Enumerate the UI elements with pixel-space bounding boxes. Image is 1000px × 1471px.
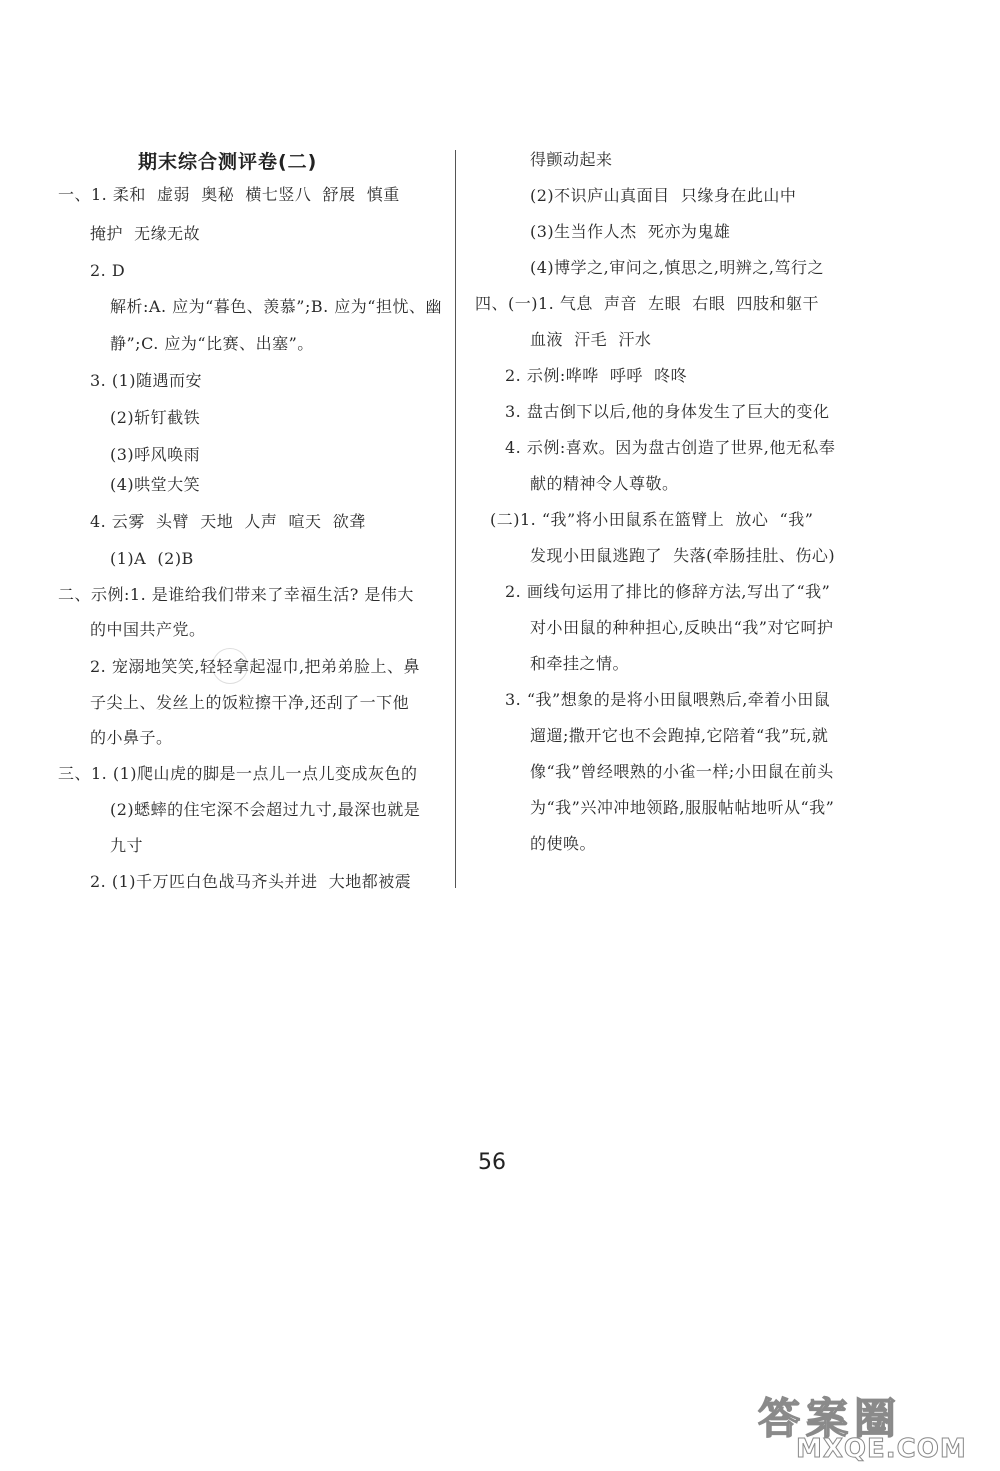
left-line-14: 2. 宠溺地笑笑,轻轻拿起湿巾,把弟弟脸上、鼻 — [90, 657, 421, 676]
right-line-1: 得颤动起来 — [530, 150, 613, 169]
watermark-en: MXQE.COM — [796, 1434, 967, 1464]
left-line-7: (2)斩钉截铁 — [110, 408, 201, 427]
left-line-19: 九寸 — [110, 836, 144, 855]
right-line-2: (2)不识庐山真面目 只缘身在此山中 — [530, 186, 797, 205]
right-line-17: 遛遛;撒开它也不会跑掉,它陪着“我”玩,就 — [530, 726, 829, 745]
right-line-20: 的使唤。 — [530, 834, 597, 853]
right-line-5: 四、(一)1. 气息 声音 左眼 右眼 四肢和躯干 — [475, 294, 820, 313]
right-line-16: 3. “我”想象的是将小田鼠喂熟后,牵着小田鼠 — [505, 690, 831, 709]
right-line-7: 2. 示例:哗哗 呼呼 咚咚 — [505, 366, 688, 385]
right-line-10: 献的精神令人尊敬。 — [530, 474, 679, 493]
column-divider — [455, 150, 456, 888]
left-line-4: 解析:A. 应为“暮色、羡慕”;B. 应为“担忧、幽 — [110, 297, 442, 316]
right-line-9: 4. 示例:喜欢。因为盘古创造了世界,他无私奉 — [505, 438, 836, 457]
right-line-13: 2. 画线句运用了排比的修辞方法,写出了“我” — [505, 582, 831, 601]
right-line-4: (4)博学之,审问之,慎思之,明辨之,笃行之 — [530, 258, 825, 277]
left-line-3: 2. D — [90, 261, 126, 280]
left-line-18: (2)蟋蟀的住宅深不会超过九寸,最深也就是 — [110, 800, 421, 819]
right-line-15: 和牵挂之情。 — [530, 654, 630, 673]
page-number: 56 — [478, 1150, 506, 1175]
left-line-5: 静”;C. 应为“比赛、出塞”。 — [110, 334, 314, 353]
left-line-6: 3. (1)随遇而安 — [90, 371, 203, 390]
left-line-9: (4)哄堂大笑 — [110, 475, 201, 494]
left-line-13: 的中国共产党。 — [90, 620, 206, 639]
right-line-18: 像“我”曾经喂熟的小雀一样;小田鼠在前头 — [530, 762, 834, 781]
watermark-cn: 答案圈 — [758, 1394, 903, 1443]
left-line-11: (1)A (2)B — [110, 549, 194, 568]
right-line-3: (3)生当作人杰 死亦为鬼雄 — [530, 222, 731, 241]
left-line-10: 4. 云雾 头臂 天地 人声 喧天 欲聋 — [90, 512, 366, 531]
right-line-11: (二)1. “我”将小田鼠系在篮臂上 放心 “我” — [490, 510, 814, 529]
left-line-20: 2. (1)千万匹白色战马齐头并进 大地都被震 — [90, 872, 412, 891]
page-title: 期末综合测评卷(二) — [138, 151, 318, 173]
watermark-logo — [758, 1386, 994, 1466]
right-line-6: 血液 汗毛 汗水 — [530, 330, 652, 349]
right-line-19: 为“我”兴冲冲地领路,服服帖帖地听从“我” — [530, 798, 835, 817]
right-line-12: 发现小田鼠逃跑了 失落(牵肠挂肚、伤心) — [530, 546, 836, 565]
left-line-16: 的小鼻子。 — [90, 728, 173, 747]
left-line-2: 掩护 无缘无故 — [90, 224, 201, 243]
left-line-17: 三、1. (1)爬山虎的脚是一点儿一点儿变成灰色的 — [58, 764, 418, 783]
left-line-15: 子尖上、发丝上的饭粒擦干净,还刮了一下他 — [90, 693, 410, 712]
right-line-14: 对小田鼠的种种担心,反映出“我”对它呵护 — [530, 618, 834, 637]
left-line-8: (3)呼风唤雨 — [110, 445, 201, 464]
right-line-8: 3. 盘古倒下以后,他的身体发生了巨大的变化 — [505, 402, 830, 421]
left-line-12: 二、示例:1. 是谁给我们带来了幸福生活? 是伟大 — [58, 585, 414, 604]
left-line-1: 一、1. 柔和 虚弱 奥秘 横七竖八 舒展 慎重 — [58, 185, 400, 204]
